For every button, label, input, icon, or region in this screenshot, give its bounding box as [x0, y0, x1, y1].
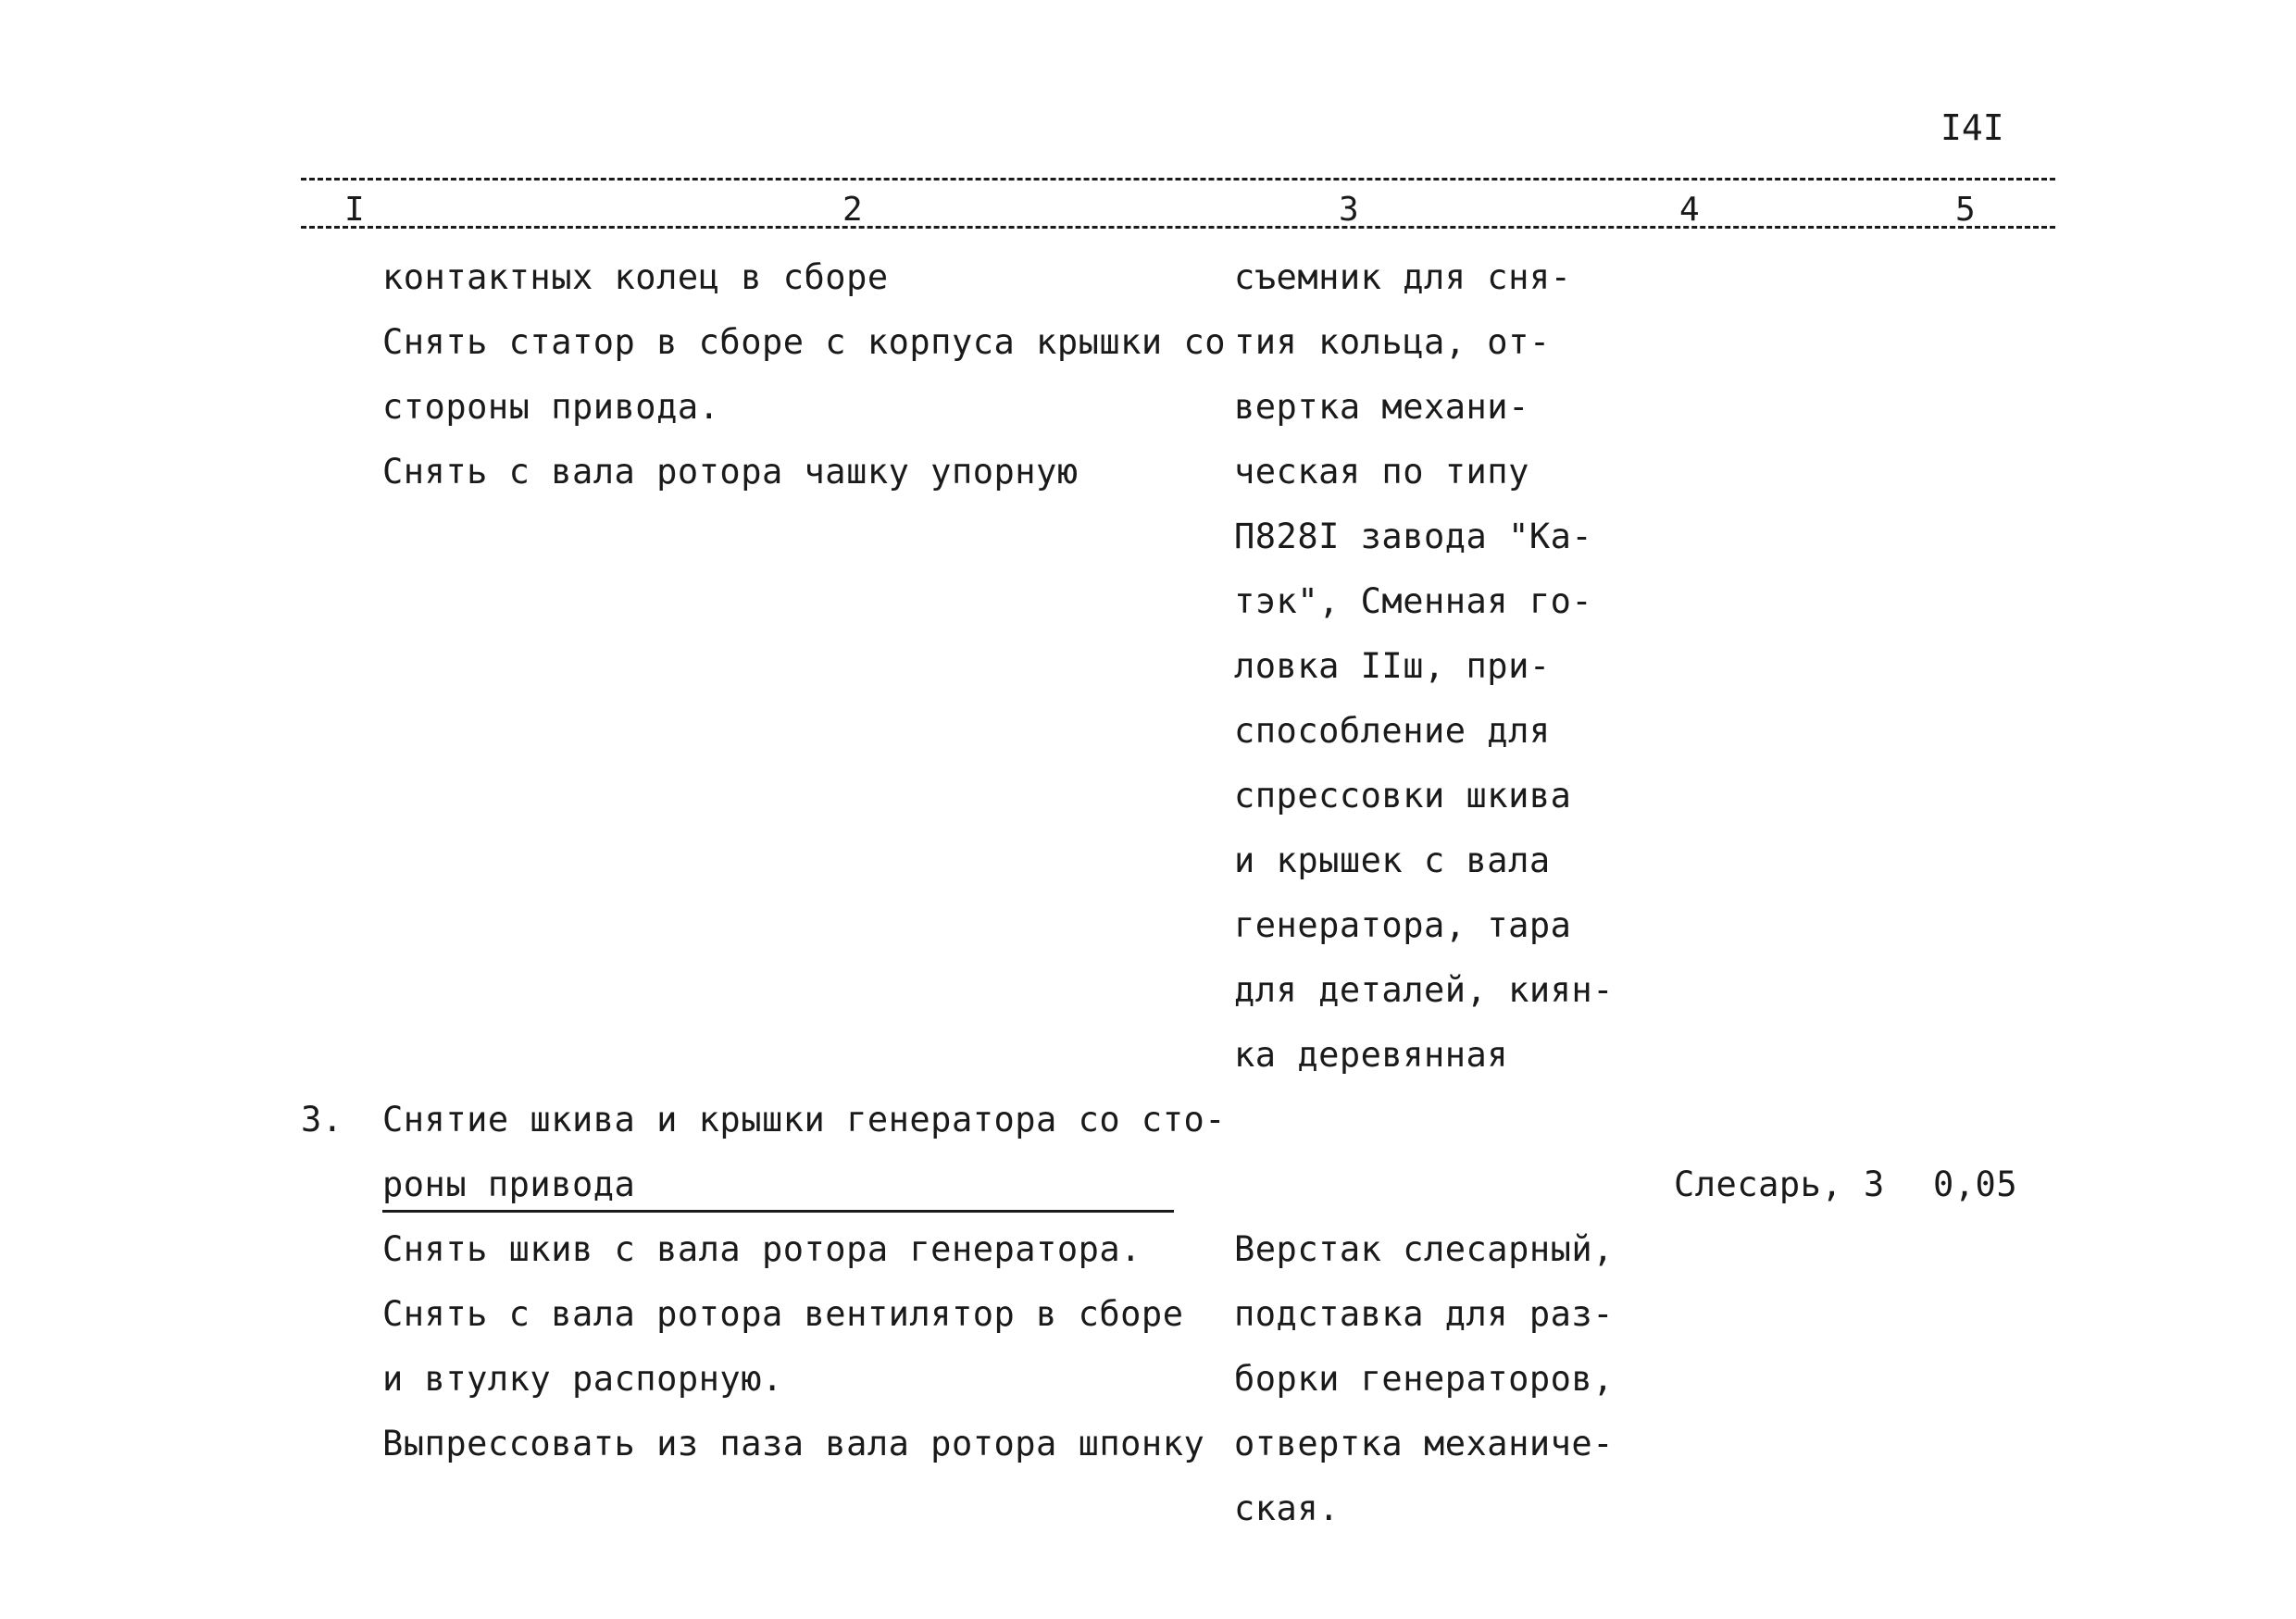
tools-text-line: спрессовки шкива	[1234, 776, 1572, 816]
tools-text-line: для деталей, киян-	[1234, 970, 1614, 1010]
tools-text-line: подставка для раз-	[1234, 1294, 1614, 1334]
tools-text-line: ческая по типу	[1234, 452, 1529, 492]
tools-text-line: и крышек с вала	[1234, 841, 1551, 880]
op-text-line: Снять с вала ротора чашку упорную	[382, 452, 1079, 492]
op-text-line: контактных колец в сборе	[382, 257, 889, 297]
tools-text-line: способление для	[1234, 711, 1551, 751]
step-title-line: роны привода	[382, 1164, 636, 1204]
tools-text-line: тэк", Сменная го-	[1234, 581, 1593, 621]
tools-text-line: тия кольца, от-	[1234, 322, 1551, 362]
tools-text-line: борки генераторов,	[1234, 1359, 1614, 1399]
header-dashed-line-top	[301, 178, 2055, 181]
page-number: I4I	[1940, 107, 2004, 148]
time-norm: 0,05	[1933, 1164, 2018, 1204]
column-header-4: 4	[1679, 191, 1700, 229]
tools-text-line: отвертка механиче-	[1234, 1424, 1614, 1463]
op-text-line: Выпрессовать из паза вала ротора шпонку	[382, 1424, 1205, 1463]
tools-text-line: П828I завода "Ка-	[1234, 517, 1593, 556]
column-header-2: 2	[842, 191, 863, 229]
op-text-line: стороны привода.	[382, 387, 720, 427]
step-title-underline	[382, 1210, 1174, 1213]
tools-text-line: съемник для сня-	[1234, 257, 1572, 297]
tools-text-line: Верстак слесарный,	[1234, 1229, 1614, 1269]
op-text-line: и втулку распорную.	[382, 1359, 783, 1399]
op-text-line: Снять статор в сборе с корпуса крышки со	[382, 322, 1227, 362]
column-header-3: 3	[1339, 191, 1359, 229]
tools-text-line: ловка IIш, при-	[1234, 646, 1551, 686]
tools-text-line: вертка механи-	[1234, 387, 1529, 427]
tools-text-line: ка деревянная	[1234, 1035, 1509, 1075]
tools-text-line: ская.	[1234, 1488, 1340, 1528]
column-header-1: I	[344, 191, 365, 229]
op-text-line: Снять с вала ротора вентилятор в сборе	[382, 1294, 1184, 1334]
step-title-line: Снятие шкива и крышки генератора со сто-	[382, 1100, 1227, 1140]
tools-text-line: генератора, тара	[1234, 905, 1572, 945]
column-header-5: 5	[1955, 191, 1976, 229]
worker-qualification: Слесарь, 3	[1674, 1164, 1885, 1204]
header-dashed-line-bottom	[301, 226, 2055, 229]
op-text-line: Снять шкив с вала ротора генератора.	[382, 1229, 1142, 1269]
step-number: 3.	[301, 1100, 343, 1140]
